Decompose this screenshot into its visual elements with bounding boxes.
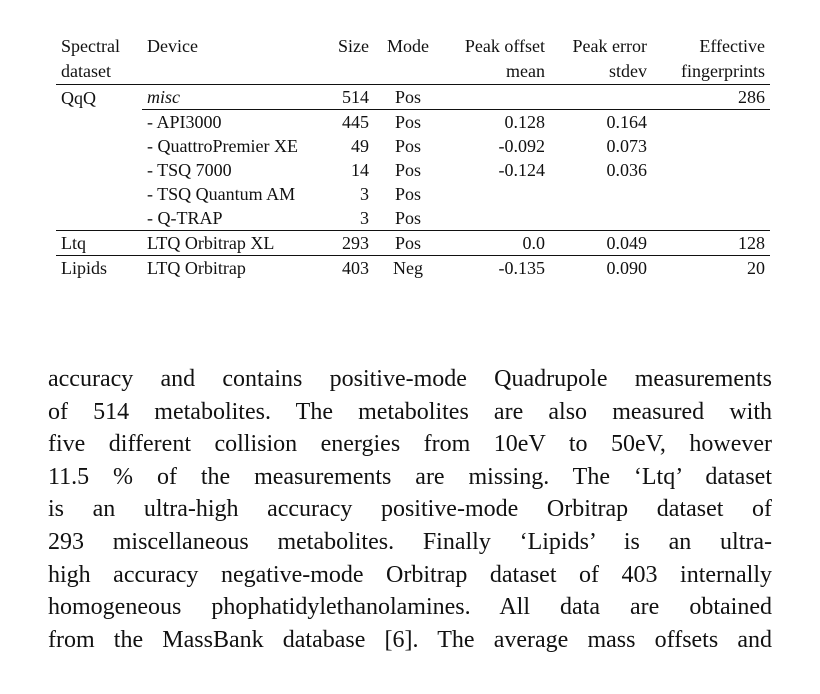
header-device-sub bbox=[142, 59, 324, 85]
header-mode: Mode bbox=[387, 36, 429, 56]
body-line: is an ultra-high accuracy positive-mode Orbitrap dataset of bbox=[48, 496, 772, 523]
cell-error bbox=[550, 182, 652, 206]
cell-size: 3 bbox=[360, 208, 369, 228]
cell-offset: 0.0 bbox=[522, 233, 545, 253]
cell-offset bbox=[442, 206, 550, 231]
body-line: accuracy and contains positive-mode Quadrupole measurements bbox=[48, 366, 772, 392]
cell-size: 3 bbox=[360, 184, 369, 204]
header-dataset-sub: dataset bbox=[56, 59, 142, 85]
cell-device: - TSQ Quantum AM bbox=[147, 184, 296, 204]
header-peak-error: Peak error bbox=[572, 36, 647, 56]
body-line: 11.5 % of the measurements are missing. The ‘Ltq’ dataset bbox=[48, 463, 772, 490]
body-line: from the MassBank database [6]. The average mass offsets and bbox=[48, 626, 772, 653]
cell-dataset bbox=[56, 182, 142, 206]
cell-offset: -0.092 bbox=[498, 136, 545, 156]
cell-dataset: Lipids bbox=[61, 258, 108, 278]
cell-dataset bbox=[56, 158, 142, 182]
cell-mode: Pos bbox=[394, 233, 421, 253]
cell-size: 49 bbox=[351, 136, 369, 156]
cell-fingerprints: 20 bbox=[747, 258, 765, 278]
cell-error: 0.090 bbox=[606, 258, 647, 278]
cell-mode: Pos bbox=[394, 160, 421, 180]
cell-offset: -0.135 bbox=[498, 258, 545, 278]
header-offset-mean: mean bbox=[442, 59, 550, 85]
cell-fingerprints bbox=[652, 134, 770, 158]
header-mode-sub bbox=[374, 59, 442, 85]
cell-dataset bbox=[56, 134, 142, 158]
cell-mode: Pos bbox=[394, 184, 421, 204]
table-row bbox=[56, 182, 770, 206]
cell-dataset: QqQ bbox=[61, 87, 96, 108]
cell-error bbox=[550, 206, 652, 231]
cell-error: 0.164 bbox=[606, 112, 647, 132]
dataset-table-container bbox=[56, 34, 770, 280]
cell-fingerprints bbox=[652, 182, 770, 206]
cell-mode: Pos bbox=[374, 85, 442, 110]
table-row bbox=[56, 110, 770, 135]
cell-fingerprints bbox=[652, 158, 770, 182]
cell-device: LTQ Orbitrap XL bbox=[147, 233, 275, 253]
cell-dataset bbox=[56, 110, 142, 135]
cell-size: 445 bbox=[342, 112, 369, 132]
cell-error: 0.073 bbox=[606, 136, 647, 156]
table-row bbox=[56, 158, 770, 182]
dataset-table bbox=[56, 34, 770, 280]
cell-device: - API3000 bbox=[147, 112, 222, 132]
body-line: of 514 metabolites. The metabolites are also measured with bbox=[48, 398, 772, 425]
cell-error: 0.049 bbox=[606, 233, 647, 253]
cell-size: 403 bbox=[342, 258, 369, 278]
cell-mode: Pos bbox=[394, 136, 421, 156]
cell-offset: 0.128 bbox=[504, 112, 545, 132]
cell-size: 514 bbox=[324, 85, 374, 110]
cell-error: 0.036 bbox=[606, 160, 647, 180]
cell-device: LTQ Orbitrap bbox=[147, 258, 246, 278]
cell-size: 293 bbox=[342, 233, 369, 253]
cell-size: 14 bbox=[351, 160, 369, 180]
cell-error bbox=[550, 85, 652, 110]
cell-fingerprints: 286 bbox=[652, 85, 770, 110]
cell-offset bbox=[442, 182, 550, 206]
cell-mode: Pos bbox=[394, 208, 421, 228]
cell-device: misc bbox=[142, 85, 324, 110]
cell-dataset bbox=[56, 206, 142, 231]
cell-fingerprints bbox=[652, 110, 770, 135]
cell-offset bbox=[442, 85, 550, 110]
body-line: high accuracy negative-mode Orbitrap dataset of 403 internally bbox=[48, 561, 772, 588]
table-row bbox=[56, 231, 770, 256]
table-row bbox=[56, 256, 770, 281]
cell-mode: Neg bbox=[393, 258, 423, 278]
cell-fingerprints bbox=[652, 206, 770, 231]
header-size-sub bbox=[324, 59, 374, 85]
header-effective: Effective bbox=[699, 36, 765, 56]
cell-offset: -0.124 bbox=[498, 160, 545, 180]
body-paragraph bbox=[48, 363, 772, 656]
cell-device: - TSQ 7000 bbox=[147, 160, 232, 180]
table-header-row-1 bbox=[56, 34, 770, 59]
header-fingerprints: fingerprints bbox=[652, 59, 770, 85]
body-line: five different collision energies from 10eV to 50eV, however bbox=[48, 431, 772, 458]
cell-mode: Pos bbox=[394, 112, 421, 132]
table-row bbox=[56, 85, 770, 110]
header-error-stdev: stdev bbox=[550, 59, 652, 85]
header-spectral-dataset: Spectral bbox=[61, 36, 120, 56]
cell-device: - Q-TRAP bbox=[147, 208, 223, 228]
table-row bbox=[56, 134, 770, 158]
table-header-row-2 bbox=[56, 59, 770, 85]
header-peak-offset: Peak offset bbox=[464, 36, 545, 56]
header-device: Device bbox=[147, 36, 198, 56]
cell-device: - QuattroPremier XE bbox=[147, 136, 298, 156]
cell-dataset: Ltq bbox=[61, 233, 86, 253]
header-size: Size bbox=[338, 36, 369, 56]
body-line: homogeneous phophatidylethanolamines. All data are obtained bbox=[48, 594, 772, 621]
cell-fingerprints: 128 bbox=[738, 233, 765, 253]
body-line: 293 miscellaneous metabolites. Finally ‘Lipids’ is an ultra- bbox=[48, 528, 772, 555]
table-row bbox=[56, 206, 770, 231]
